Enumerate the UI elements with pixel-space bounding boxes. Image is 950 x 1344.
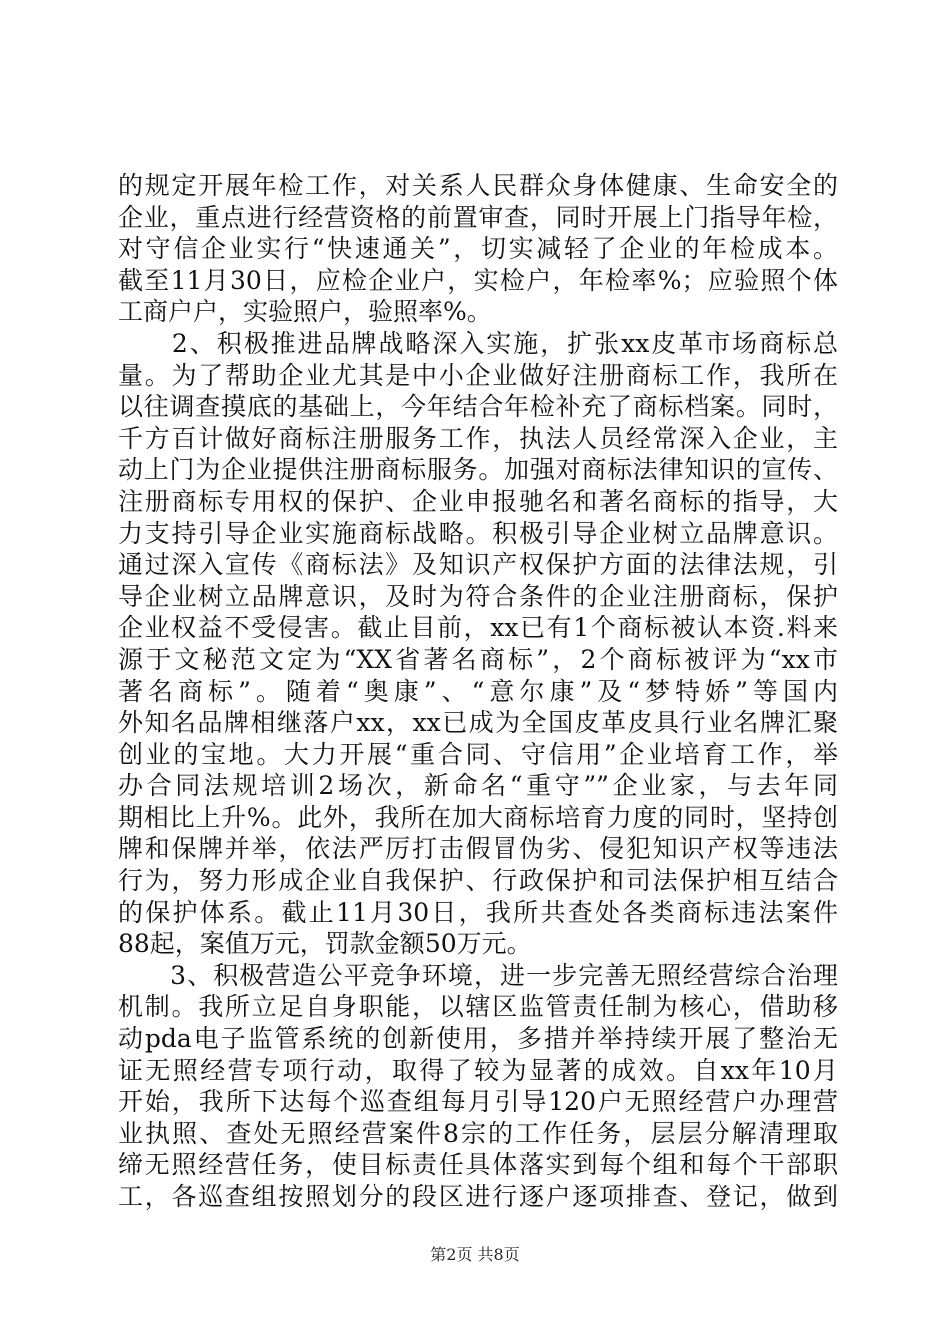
text-line: 截至11月30日，应检企业户，实检户，年检率%；应验照个体 xyxy=(118,265,838,295)
text-line: 源于文秘范文定为“XX省著名商标”，2个商标被评为“xx市 xyxy=(118,644,838,674)
text-line: 的保护体系。截止11月30日，我所共查处各类商标违法案件 xyxy=(118,897,838,927)
text-line: 工商户户，实验照户，验照率%。 xyxy=(118,297,492,327)
body-text xyxy=(118,170,838,1213)
text-line: 办合同法规培训2场次，新命名“重守””企业家，与去年同 xyxy=(118,771,838,801)
text-line: 外知名品牌相继落户xx，xx已成为全国皮革皮具行业名牌汇聚 xyxy=(118,708,838,738)
text-line: 开始，我所下达每个巡查组每月引导120户无照经营户办理营 xyxy=(118,1087,838,1117)
text-line: 动上门为企业提供注册商标服务。加强对商标法律知识的宣传、 xyxy=(118,455,838,485)
text-line: 创业的宝地。大力开展“重合同、守信用”企业培育工作，举 xyxy=(118,739,838,769)
page-footer: 第2页 共8页 xyxy=(430,1245,520,1264)
text-line: 工，各巡查组按照划分的段区进行逐户逐项排查、登记，做到 xyxy=(118,1182,838,1211)
text-line: 牌和保牌并举，依法严厉打击假冒伪劣、侵犯知识产权等违法 xyxy=(118,834,838,864)
text-line: 量。为了帮助企业尤其是中小企业做好注册商标工作，我所在 xyxy=(118,360,838,390)
text-line: 企业权益不受侵害。截止目前，xx已有1个商标被认本资.料来 xyxy=(118,613,838,643)
text-line: 行为，努力形成企业自我保护、行政保护和司法保护相互结合 xyxy=(118,866,838,896)
text-line: 千方百计做好商标注册服务工作，执法人员经常深入企业，主 xyxy=(118,423,838,453)
text-line: 力支持引导企业实施商标战略。积极引导企业树立品牌意识。 xyxy=(118,518,838,548)
text-line: 期相比上升%。此外，我所在加大商标培育力度的同时，坚持创 xyxy=(118,802,838,832)
text-line: 以往调查摸底的基础上，今年结合年检补充了商标档案。同时， xyxy=(118,392,838,422)
text-line: 2、积极推进品牌战略深入实施，扩张xx皮革市场商标总 xyxy=(118,328,838,358)
text-line: 的规定开展年检工作，对关系人民群众身体健康、生命安全的 xyxy=(118,171,838,200)
text-line: 企业，重点进行经营资格的前置审查，同时开展上门指导年检， xyxy=(118,202,838,232)
text-line: 注册商标专用权的保护、企业申报驰名和著名商标的指导，大 xyxy=(118,486,838,516)
text-line: 著名商标”。随着“奥康”、“意尔康”及“梦特娇”等国内 xyxy=(118,676,838,706)
text-line: 导企业树立品牌意识，及时为符合条件的企业注册商标，保护 xyxy=(118,581,838,611)
text-line: 3、积极营造公平竞争环境，进一步完善无照经营综合治理 xyxy=(118,960,838,990)
text-line: 通过深入宣传《商标法》及知识产权保护方面的法律法规，引 xyxy=(118,550,838,580)
text-line: 对守信企业实行“快速通关”，切实减轻了企业的年检成本。 xyxy=(118,234,838,264)
text-line: 机制。我所立足自身职能，以辖区监管责任制为核心，借助移 xyxy=(118,992,838,1022)
text-line: 动pda电子监管系统的创新使用，多措并举持续开展了整治无 xyxy=(118,1024,838,1054)
text-line: 证无照经营专项行动，取得了较为显著的成效。自xx年10月 xyxy=(118,1055,838,1085)
text-line: 88起，案值万元，罚款金额50万元。 xyxy=(118,929,532,959)
text-line: 业执照、查处无照经营案件8宗的工作任务，层层分解清理取 xyxy=(118,1118,838,1148)
text-line: 缔无照经营任务，使目标责任具体落实到每个组和每个干部职 xyxy=(118,1150,838,1180)
